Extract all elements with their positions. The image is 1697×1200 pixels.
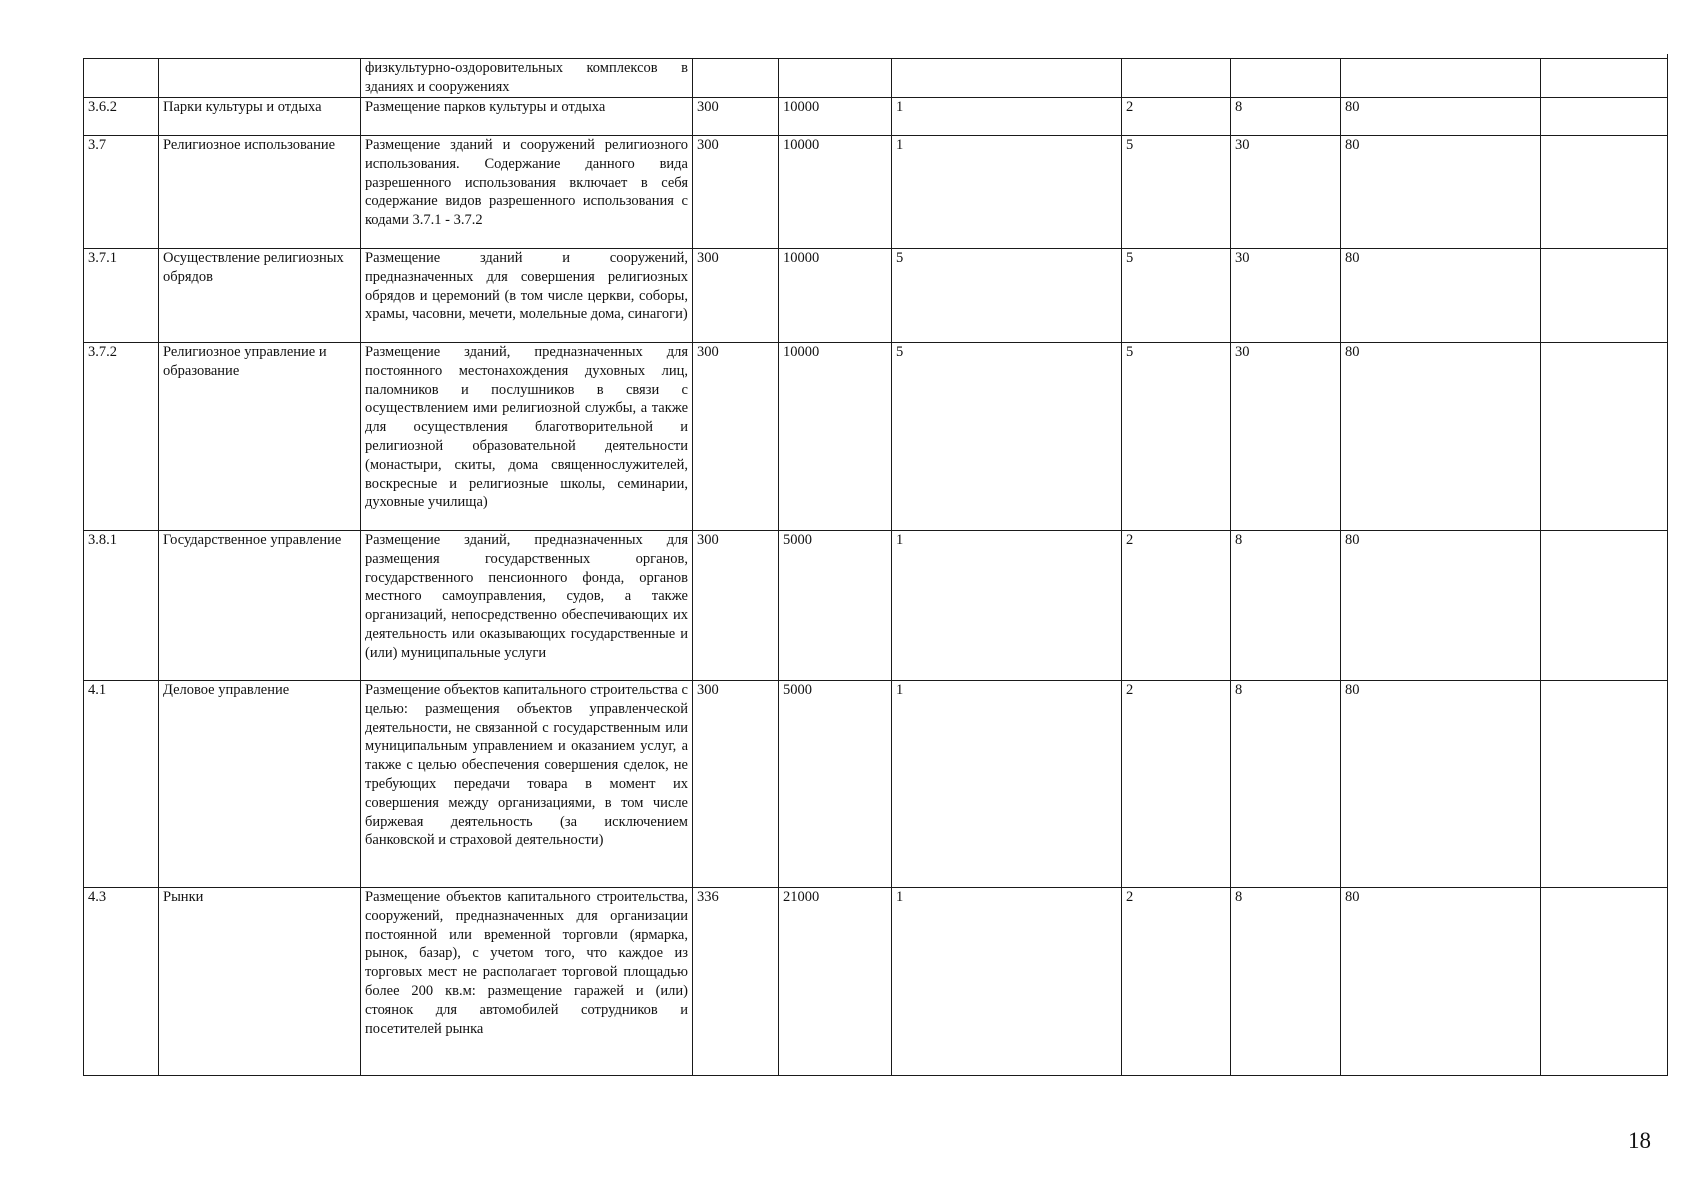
value-cell-1: 300 xyxy=(693,249,779,343)
code-cell: 3.7 xyxy=(84,136,159,249)
value-cell-1: 300 xyxy=(693,343,779,531)
value-cell-4: 2 xyxy=(1122,98,1231,136)
value-cell-4: 2 xyxy=(1122,888,1231,1076)
description-cell: Размещение зданий, предназначенных для постоянного местонахождения духовных лиц, паломников и послушников в связи с осуществлением ими религиозной службы, а также для осуществления благотворительной и религиозной образовательной деятельности (монастыри, скиты, дома священнослужителей, воскресные и религиозные школы, семинарии, духовные училища) xyxy=(361,343,693,531)
empty-cell xyxy=(1541,98,1668,136)
value-cell-3: 1 xyxy=(892,681,1122,888)
value-cell-4: 2 xyxy=(1122,681,1231,888)
code-cell: 3.7.2 xyxy=(84,343,159,531)
description-cell: Размещение зданий, предназначенных для размещения государственных органов, государственного пенсионного фонда, органов местного самоуправления, судов, а также организаций, непосредственно обеспечивающих их деятельность или оказывающих государственные и (или) муниципальные услуги xyxy=(361,531,693,681)
value-cell-3: 1 xyxy=(892,888,1122,1076)
name-cell: Религиозное управление и образование xyxy=(159,343,361,531)
value-cell-5: 8 xyxy=(1231,888,1341,1076)
name-cell: Государственное управление xyxy=(159,531,361,681)
name-cell xyxy=(159,59,361,98)
value-cell-2: 21000 xyxy=(779,888,892,1076)
code-cell: 4.3 xyxy=(84,888,159,1076)
table-row xyxy=(84,249,1668,343)
code-cell: 3.8.1 xyxy=(84,531,159,681)
name-cell: Деловое управление xyxy=(159,681,361,888)
code-cell: 3.7.1 xyxy=(84,249,159,343)
value-cell-6: 80 xyxy=(1341,531,1541,681)
empty-cell xyxy=(1541,59,1668,98)
value-cell-1: 300 xyxy=(693,531,779,681)
code-cell xyxy=(84,59,159,98)
value-cell-2: 10000 xyxy=(779,136,892,249)
value-cell-6: 80 xyxy=(1341,681,1541,888)
value-cell-2: 5000 xyxy=(779,681,892,888)
value-cell-4: 5 xyxy=(1122,136,1231,249)
value-cell-3: 5 xyxy=(892,343,1122,531)
code-cell: 4.1 xyxy=(84,681,159,888)
value-cell-3: 1 xyxy=(892,136,1122,249)
value-cell-1: 336 xyxy=(693,888,779,1076)
name-cell: Осуществление религиозных обрядов xyxy=(159,249,361,343)
value-cell-3 xyxy=(892,59,1122,98)
description-cell: Размещение объектов капитального строительства, сооружений, предназначенных для организации постоянной или временной торговли (ярмарка, рынок, базар), с учетом того, что каждое из торговых мест не располагает торговой площадью более 200 кв.м: размещение гаражей и (или) стоянок для автомобилей сотрудников и посетителей рынка xyxy=(361,888,693,1076)
land-use-table xyxy=(83,58,1668,1076)
code-cell: 3.6.2 xyxy=(84,98,159,136)
value-cell-6: 80 xyxy=(1341,888,1541,1076)
description-cell: Размещение парков культуры и отдыха xyxy=(361,98,693,136)
value-cell-6: 80 xyxy=(1341,249,1541,343)
empty-cell xyxy=(1541,136,1668,249)
value-cell-1: 300 xyxy=(693,136,779,249)
table-row xyxy=(84,98,1668,136)
empty-cell xyxy=(1541,249,1668,343)
value-cell-4: 5 xyxy=(1122,343,1231,531)
name-cell: Религиозное использование xyxy=(159,136,361,249)
value-cell-1: 300 xyxy=(693,98,779,136)
page-number: 18 xyxy=(1628,1128,1651,1153)
table-row xyxy=(84,681,1668,888)
value-cell-2: 10000 xyxy=(779,249,892,343)
value-cell-5 xyxy=(1231,59,1341,98)
value-cell-2 xyxy=(779,59,892,98)
table-row xyxy=(84,59,1668,98)
empty-cell xyxy=(1541,343,1668,531)
value-cell-6: 80 xyxy=(1341,343,1541,531)
value-cell-5: 8 xyxy=(1231,98,1341,136)
value-cell-4: 2 xyxy=(1122,531,1231,681)
value-cell-6: 80 xyxy=(1341,136,1541,249)
table-row xyxy=(84,531,1668,681)
value-cell-2: 5000 xyxy=(779,531,892,681)
value-cell-2: 10000 xyxy=(779,343,892,531)
value-cell-3: 1 xyxy=(892,531,1122,681)
value-cell-3: 5 xyxy=(892,249,1122,343)
description-cell: Размещение объектов капитального строительства с целью: размещения объектов управленческой деятельности, не связанной с государственным или муниципальным управлением и оказанием услуг, а также с целью обеспечения совершения сделок, не требующих передачи товара в момент их совершения между организациями, в том числе биржевая деятельность (за исключением банковской и страховой деятельности) xyxy=(361,681,693,888)
empty-cell xyxy=(1541,888,1668,1076)
value-cell-1 xyxy=(693,59,779,98)
table-body xyxy=(84,59,1668,1076)
value-cell-6: 80 xyxy=(1341,98,1541,136)
value-cell-5: 8 xyxy=(1231,531,1341,681)
name-cell: Парки культуры и отдыха xyxy=(159,98,361,136)
description-cell: Размещение зданий и сооружений, предназначенных для совершения религиозных обрядов и церемоний (в том числе церкви, соборы, храмы, часовни, мечети, молельные дома, синагоги) xyxy=(361,249,693,343)
value-cell-3: 1 xyxy=(892,98,1122,136)
value-cell-4 xyxy=(1122,59,1231,98)
table-row xyxy=(84,888,1668,1076)
value-cell-5: 8 xyxy=(1231,681,1341,888)
name-cell: Рынки xyxy=(159,888,361,1076)
value-cell-5: 30 xyxy=(1231,343,1341,531)
description-cell: Размещение зданий и сооружений религиозного использования. Содержание данного вида разрешенного использования включает в себя содержание видов разрешенного использования с кодами 3.7.1 - 3.7.2 xyxy=(361,136,693,249)
empty-cell xyxy=(1541,681,1668,888)
empty-cell xyxy=(1541,531,1668,681)
value-cell-4: 5 xyxy=(1122,249,1231,343)
table-row xyxy=(84,343,1668,531)
value-cell-2: 10000 xyxy=(779,98,892,136)
value-cell-1: 300 xyxy=(693,681,779,888)
value-cell-5: 30 xyxy=(1231,136,1341,249)
table-row xyxy=(84,136,1668,249)
value-cell-5: 30 xyxy=(1231,249,1341,343)
description-cell: физкультурно-оздоровительных комплексов в зданиях и сооружениях xyxy=(361,59,693,98)
value-cell-6 xyxy=(1341,59,1541,98)
